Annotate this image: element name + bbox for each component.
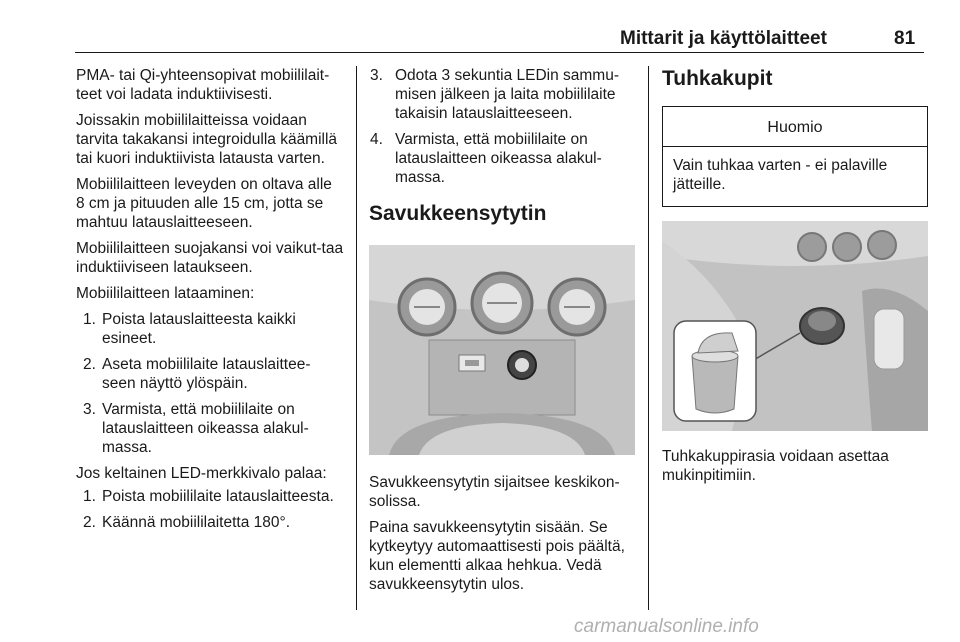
watermark: carmanualsonline.info xyxy=(574,616,759,637)
led-steps-list xyxy=(76,487,344,532)
page-number: 81 xyxy=(894,28,916,49)
charging-steps-continued xyxy=(369,66,635,187)
list-item: 2. Käännä mobiililaitetta 180°. xyxy=(83,514,291,531)
ashtray-illustration xyxy=(662,221,928,431)
list-item: 4. Varmista, että mobiililaite on latauslaitteen oikeassa alakul-massa. xyxy=(370,131,602,186)
page-header-title: Mittarit ja käyttölaitteet xyxy=(620,28,827,49)
cigarette-lighter-illustration xyxy=(369,245,635,455)
list-item: 1. Poista latauslaitteesta kaikki esineet. xyxy=(83,311,296,347)
notice-title: Huomio xyxy=(663,107,927,147)
ashtray-image xyxy=(662,221,928,431)
list-item: 3. Odota 3 sekuntia LEDin sammu-misen jälkeen ja laita mobiililaite takaisin latauslaitteeseen. xyxy=(370,67,619,122)
list-item: 3. Varmista, että mobiililaite on latauslaitteen oikeassa alakul-massa. xyxy=(83,401,309,456)
paragraph: Jos keltainen LED-merkkivalo palaa: xyxy=(76,465,327,482)
section-title: Tuhkakupit xyxy=(662,67,773,90)
section-title: Savukkeensytytin xyxy=(369,202,547,225)
cigarette-lighter-image xyxy=(369,245,635,455)
header-rule xyxy=(75,52,924,53)
paragraph: Paina savukkeensytytin sisään. Se kytkeytyy automaattisesti pois päältä, kun elementti alkaa hehkua. Vedä savukkeensytytin ulos. xyxy=(369,519,625,593)
paragraph: Mobiililaitteen leveyden on oltava alle 8 cm ja pituuden alle 15 cm, jotta se mahtuu latauslaitteeseen. xyxy=(76,176,332,231)
paragraph: Tuhkakuppirasia voidaan asettaa mukinpitimiin. xyxy=(662,448,889,484)
paragraph: Joissakin mobiililaitteissa voidaan tarvita takakansi integroidulla käämillä tai kuori induktiivista latausta varten. xyxy=(76,112,338,167)
column-divider xyxy=(648,66,649,610)
paragraph: Mobiililaitteen suojakansi voi vaikut-taa induktiiviseen lataukseen. xyxy=(76,240,344,276)
charging-steps-list xyxy=(76,310,344,457)
column-1 xyxy=(76,66,344,539)
list-item: 1. Poista mobiililaite latauslaitteesta. xyxy=(83,488,334,505)
column-3 xyxy=(662,66,928,492)
notice-text: Vain tuhkaa varten - ei palaville jätteille. xyxy=(673,157,888,193)
column-divider xyxy=(356,66,357,610)
paragraph: Savukkeensytytin sijaitsee keskikon-solissa. xyxy=(369,474,620,510)
column-2 xyxy=(369,66,635,601)
paragraph: Mobiililaitteen lataaminen: xyxy=(76,285,255,302)
list-item: 2. Aseta mobiililaite latauslaittee-seen näyttö ylöspäin. xyxy=(83,356,311,392)
notice-box xyxy=(662,106,928,207)
paragraph: PMA- tai Qi-yhteensopivat mobiililait-teet voi ladata induktiivisesti. xyxy=(76,67,330,103)
